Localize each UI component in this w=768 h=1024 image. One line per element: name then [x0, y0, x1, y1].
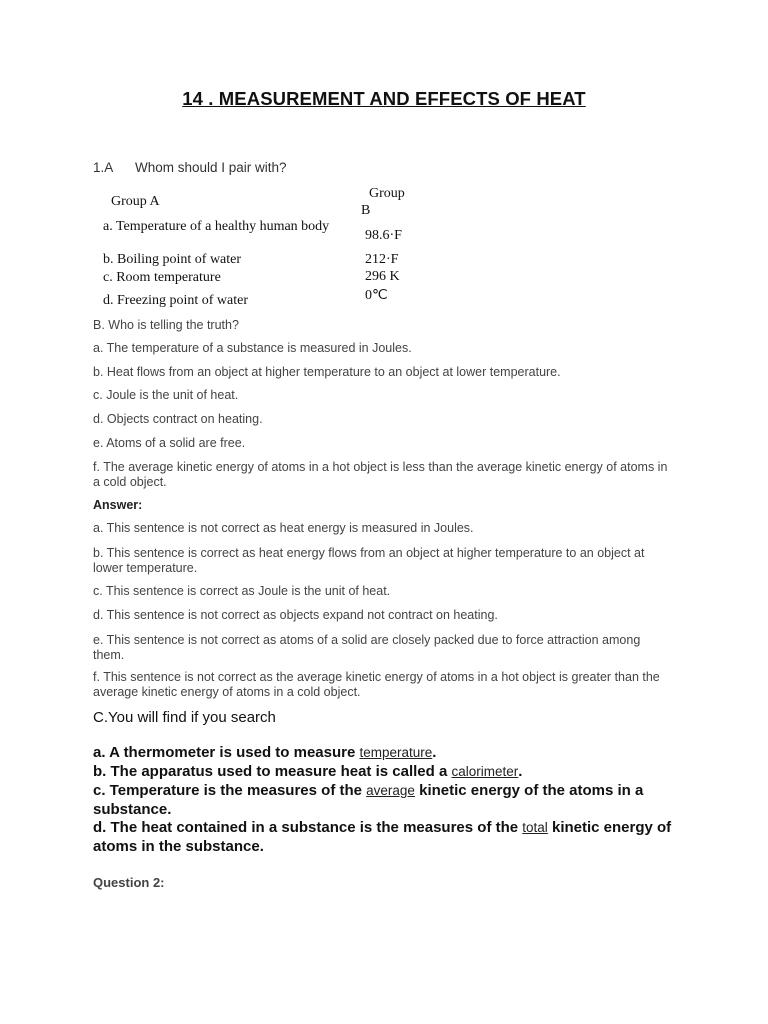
fill-text: kinetic energy of the atoms in a substance. — [93, 782, 644, 818]
section-c-heading: C.You will find if you search — [93, 709, 276, 726]
fill-text: . — [518, 763, 523, 780]
answer-item: c. This sentence is correct as Joule is the unit of heat. — [93, 584, 391, 598]
group-b-header-line2: B — [361, 203, 371, 218]
fill-answer: total — [522, 820, 548, 835]
group-a-header: Group A — [111, 194, 160, 209]
fill-text: kinetic energy of atoms in the substance. — [93, 819, 672, 855]
fill-item — [93, 744, 673, 763]
statement-item: b. Heat flows from an object at higher temperature to an object at lower temperature. — [93, 365, 561, 379]
statement-item: c. Joule is the unit of heat. — [93, 388, 239, 402]
fill-text: b. The apparatus used to measure heat is called a — [93, 763, 452, 780]
group-a-item: c. Room temperature — [103, 270, 221, 285]
answer-item: a. This sentence is not correct as heat energy is measured in Joules. — [93, 521, 474, 535]
fill-item — [93, 782, 673, 819]
group-a-item: b. Boiling point of water — [103, 252, 242, 267]
group-b-item: 212·F — [365, 252, 399, 267]
question-2-heading: Question 2: — [93, 875, 165, 890]
fill-text: . — [432, 744, 437, 761]
answer-label: Answer: — [93, 498, 143, 512]
group-b-item: 0℃ — [365, 288, 388, 303]
group-b-item: 296 K — [365, 269, 400, 284]
fill-text: a. A thermometer is used to measure — [93, 744, 360, 761]
answer-item: d. This sentence is not correct as objects expand not contract on heating. — [93, 608, 498, 622]
fill-answer: average — [366, 783, 415, 798]
answer-item: f. This sentence is not correct as the average kinetic energy of atoms in a hot object is greater than the average kinetic energy of atoms in a cold object. — [93, 670, 660, 699]
fill-text: d. The heat contained in a substance is the measures of the — [93, 819, 523, 836]
section-a-number: 1.A — [93, 160, 114, 175]
section-b-heading: B. Who is telling the truth? — [93, 318, 239, 332]
section-a-heading — [93, 160, 287, 175]
group-b-item: 98.6·F — [365, 228, 402, 243]
statement-item: f. The average kinetic energy of atoms in a hot object is less than the average kinetic energy of atoms in a cold object. — [93, 460, 668, 489]
group-a-item: d. Freezing point of water — [103, 293, 249, 308]
group-a-item: a. Temperature of a healthy human body — [103, 219, 330, 234]
fill-item — [93, 819, 673, 856]
group-b-header-line1: Group — [369, 186, 405, 201]
statement-item: e. Atoms of a solid are free. — [93, 436, 246, 450]
answer-item: e. This sentence is not correct as atoms of a solid are closely packed due to force attraction among them. — [93, 633, 641, 662]
fill-item — [93, 763, 673, 782]
statement-item: a. The temperature of a substance is measured in Joules. — [93, 341, 412, 355]
fill-answer: temperature — [359, 745, 433, 760]
answer-item: b. This sentence is correct as heat energy flows from an object at higher temperature to an object at lower temperature. — [93, 546, 645, 575]
page-title: 14 . MEASUREMENT AND EFFECTS OF HEAT — [182, 88, 586, 109]
section-a-question: Whom should I pair with? — [135, 160, 287, 175]
fill-text: c. Temperature is the measures of the — [93, 782, 367, 799]
fill-answer: calorimeter — [451, 764, 519, 779]
statement-item: d. Objects contract on heating. — [93, 412, 263, 426]
